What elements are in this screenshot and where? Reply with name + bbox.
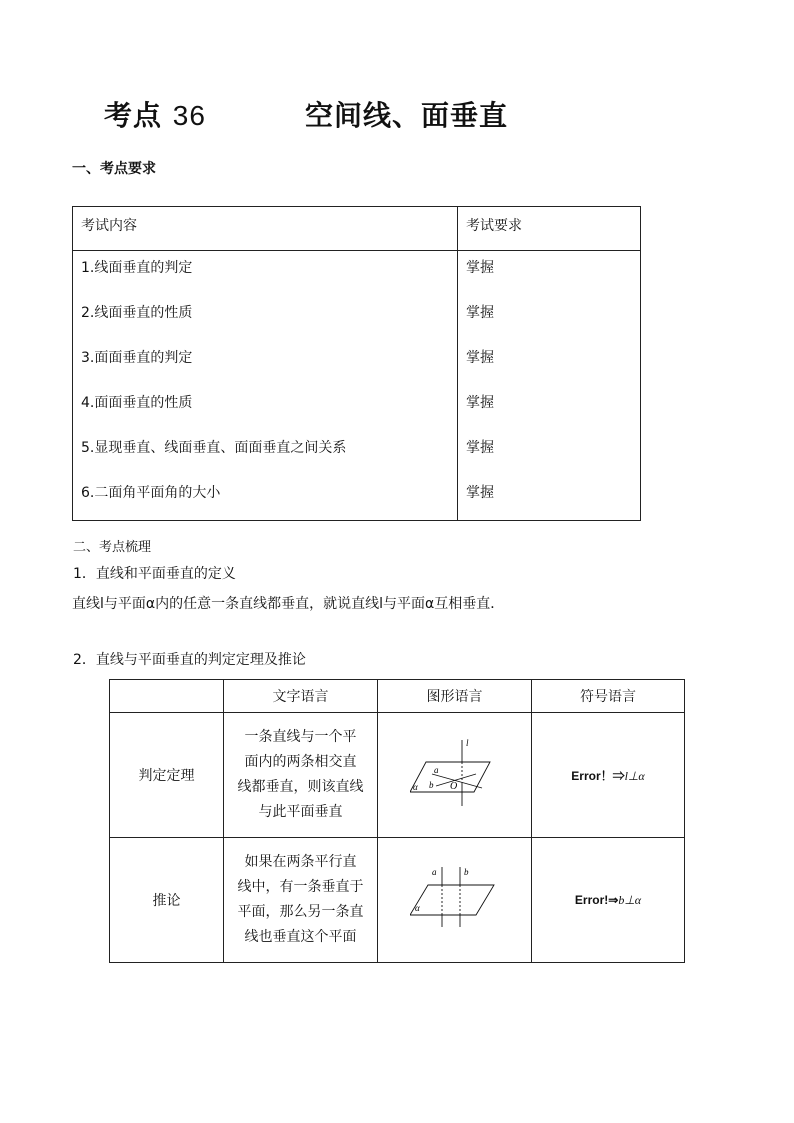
label-b: b <box>428 780 433 790</box>
plane-alpha <box>410 885 494 915</box>
theorem-header-row <box>110 680 685 713</box>
text-line: 一条直线与一个平 <box>244 729 357 745</box>
level-column <box>458 251 641 521</box>
section1-heading: 一、考点要求 <box>72 161 156 177</box>
symbol-expression: b⊥α <box>618 892 642 907</box>
table-header-row <box>73 207 641 251</box>
title-code-text: 考点 <box>104 99 163 132</box>
level-item: 掌握 <box>466 485 494 501</box>
table-body-row <box>73 251 641 521</box>
symbol-prefix: Error！⇒ <box>571 768 625 783</box>
title-code <box>104 94 206 134</box>
figure-cell <box>378 713 532 838</box>
level-item: 掌握 <box>466 260 494 276</box>
label-a: a <box>433 765 438 775</box>
table-row <box>110 713 685 838</box>
header-figure-language: 图形语言 <box>378 680 532 713</box>
item1-title: 1．直线和平面垂直的定义 <box>73 566 236 582</box>
label-alpha: α <box>414 903 420 913</box>
page-title: 空间线、面垂直 <box>305 99 509 132</box>
symbol-expression: l⊥α <box>624 768 645 783</box>
text-line: 线也垂直这个平面 <box>244 929 357 945</box>
content-item: 4.面面垂直的性质 <box>81 395 193 411</box>
row-name: 判定定理 <box>110 713 224 838</box>
level-item: 掌握 <box>466 305 494 321</box>
title-number: 36 <box>172 100 206 131</box>
text-line: 与此平面垂直 <box>258 804 343 820</box>
row-name: 推论 <box>110 838 224 963</box>
content-item: 3.面面垂直的判定 <box>81 350 193 366</box>
header-level: 考试要求 <box>458 207 641 251</box>
item2-title: 2．直线与平面垂直的判定定理及推论 <box>73 652 306 668</box>
level-item: 掌握 <box>466 440 494 456</box>
header-text-language: 文字语言 <box>224 680 378 713</box>
text-line: 面内的两条相交直 <box>244 754 357 770</box>
table-row <box>110 838 685 963</box>
label-b: b <box>463 867 468 877</box>
symbol-prefix: Error!⇒ <box>574 892 619 907</box>
header-content: 考试内容 <box>73 207 458 251</box>
level-item: 掌握 <box>466 395 494 411</box>
content-item: 1.线面垂直的判定 <box>81 260 193 276</box>
label-o: O <box>449 781 457 792</box>
content-item: 5.显现垂直、线面垂直、面面垂直之间关系 <box>81 440 347 456</box>
label-alpha: α <box>412 782 418 792</box>
section2-heading: 二、考点梳理 <box>73 540 152 555</box>
header-symbol-language: 符号语言 <box>532 680 685 713</box>
parallel-lines-plane-figure <box>410 863 500 933</box>
symbol-language-cell <box>532 713 685 838</box>
content-item: 2.线面垂直的性质 <box>81 305 193 321</box>
text-line: 线都垂直，则该直线 <box>237 779 364 795</box>
text-language-cell <box>224 838 378 963</box>
text-line: 线中，有一条垂直于 <box>237 879 364 895</box>
label-l: l <box>465 738 469 748</box>
definition-text: 直线l与平面α内的任意一条直线都垂直，就说直线l与平面α互相垂直． <box>72 596 505 612</box>
symbol-language-cell <box>532 838 685 963</box>
text-language-cell <box>224 713 378 838</box>
content-item: 6.二面角平面角的大小 <box>81 485 221 501</box>
perpendicular-line-plane-figure <box>410 738 500 808</box>
header-blank <box>110 680 224 713</box>
requirements-table <box>72 206 641 521</box>
label-a: a <box>431 867 436 877</box>
level-item: 掌握 <box>466 350 494 366</box>
theorem-table <box>109 679 685 963</box>
content-column <box>73 251 458 521</box>
text-line: 如果在两条平行直 <box>244 854 357 870</box>
figure-cell <box>378 838 532 963</box>
text-line: 平面，那么另一条直 <box>237 904 364 920</box>
